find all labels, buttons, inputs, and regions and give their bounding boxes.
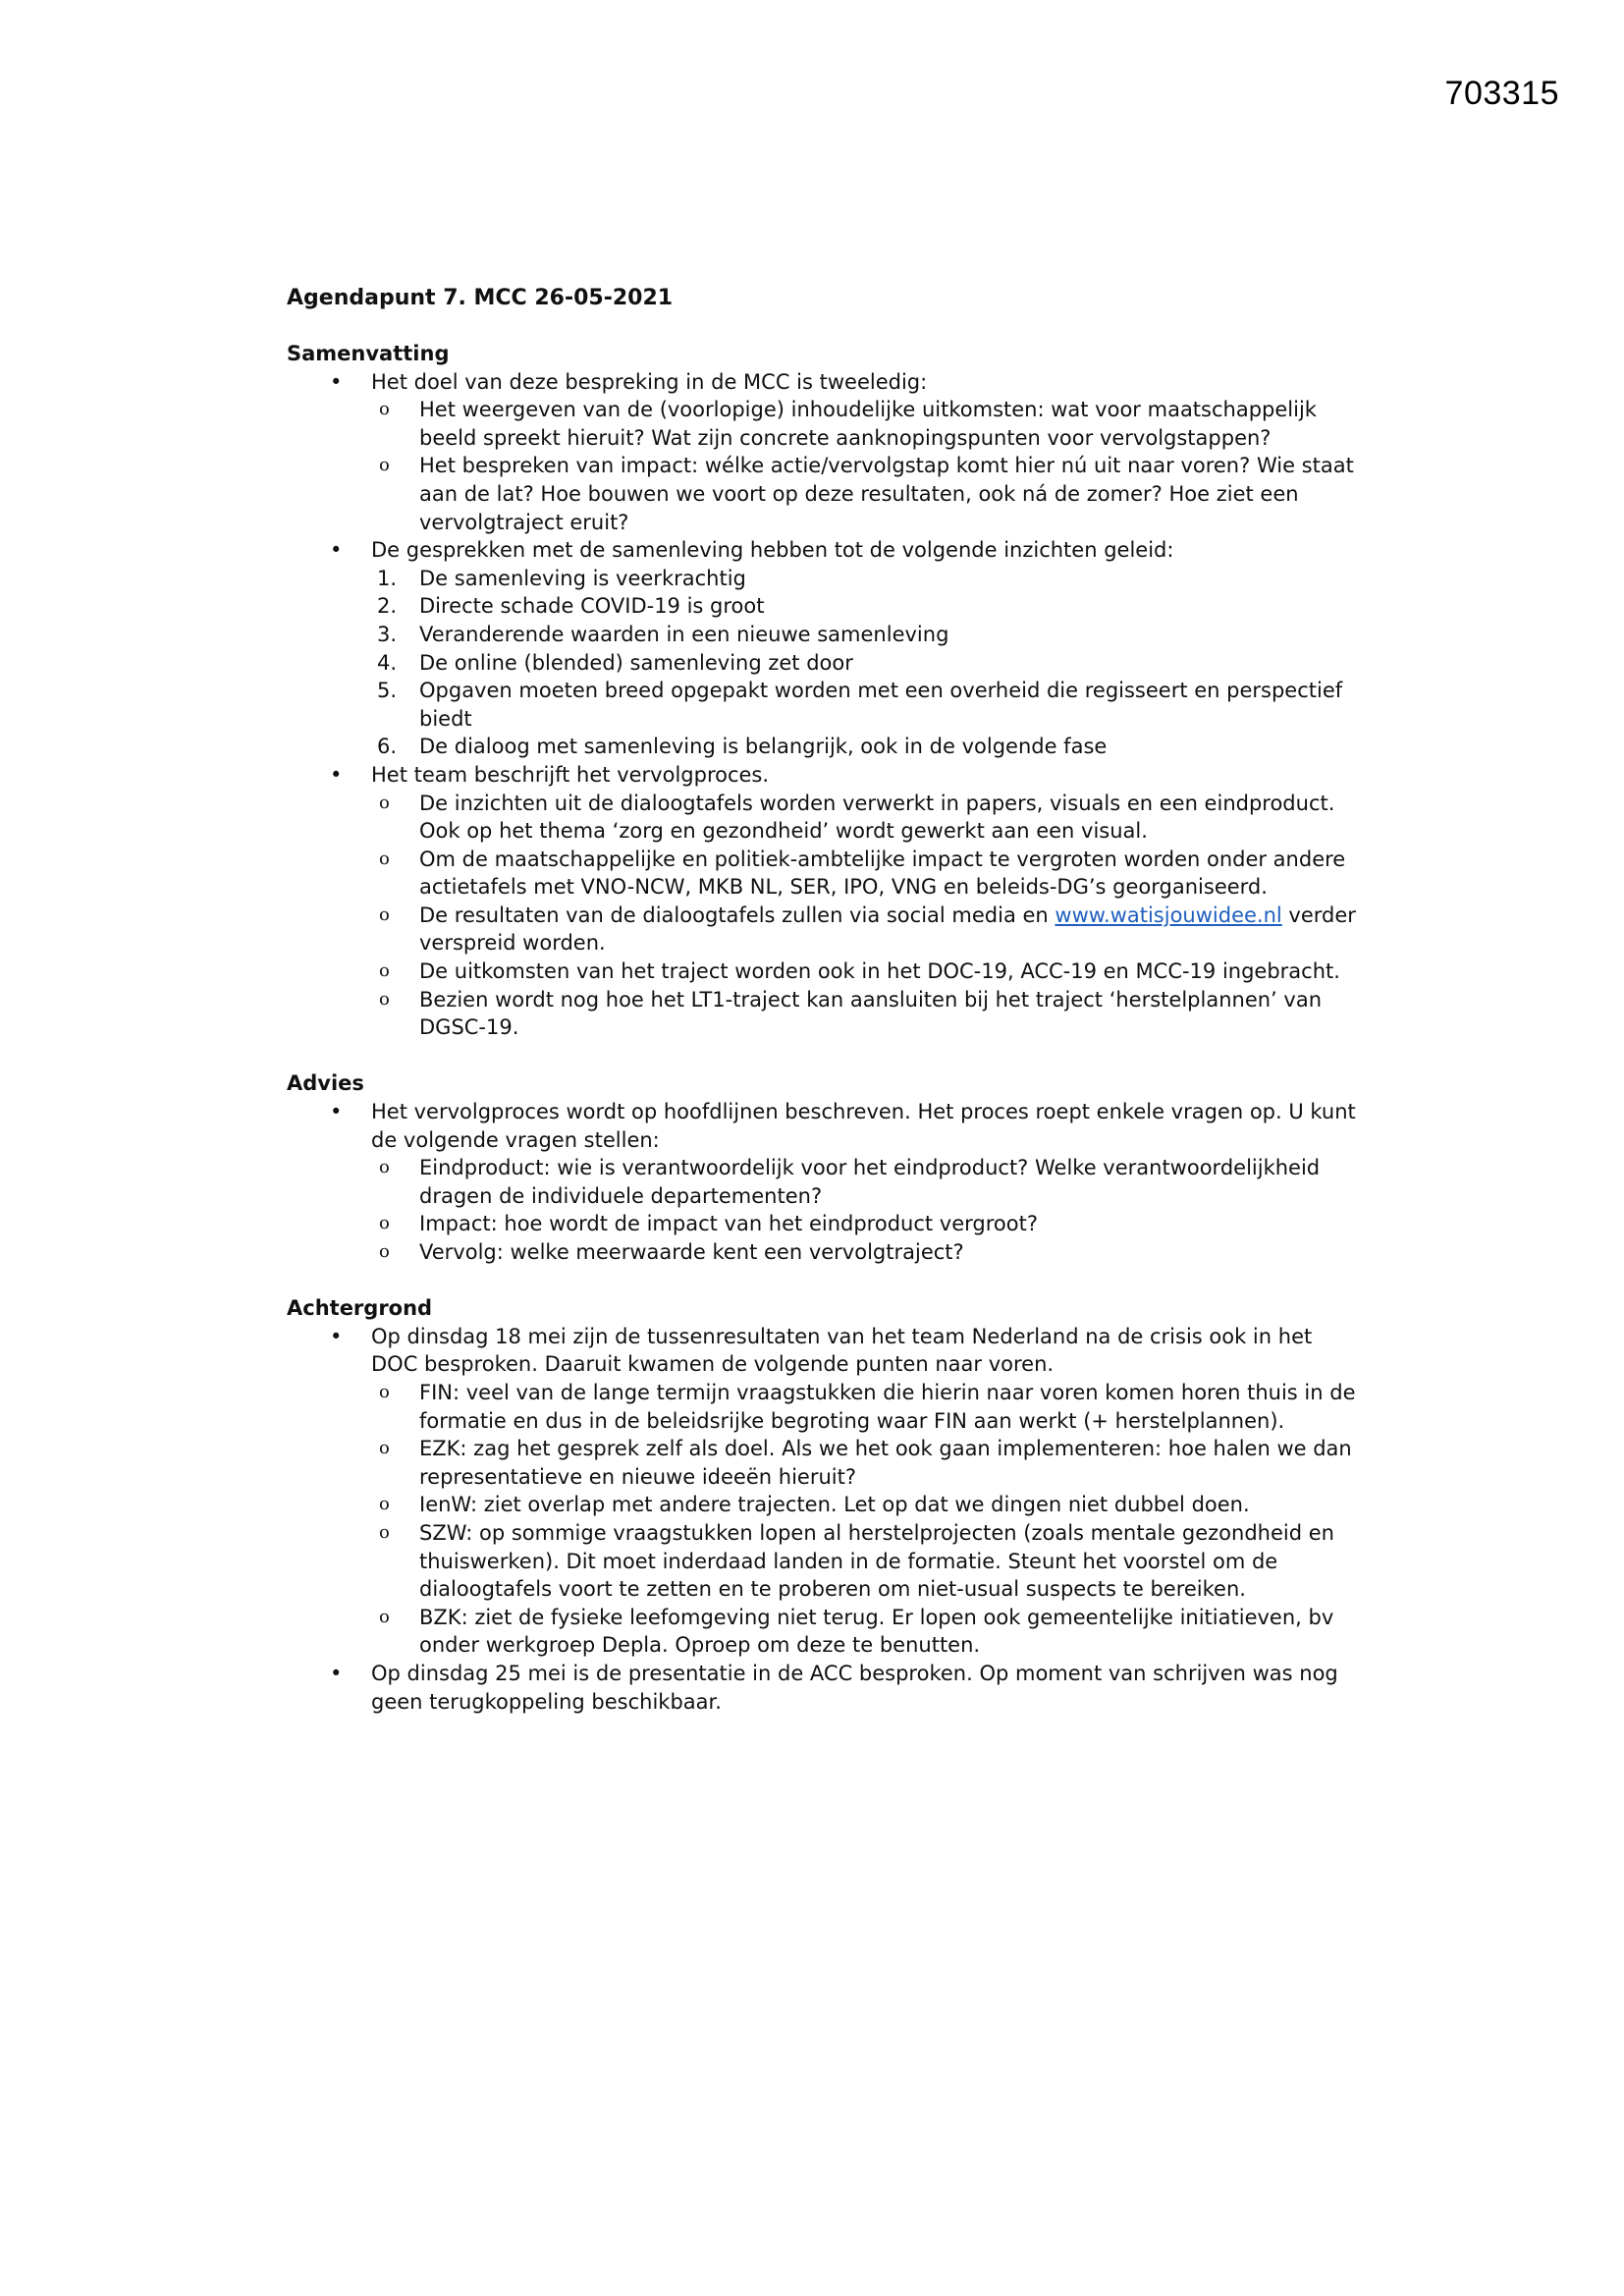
- social-text-after: verder verspreid worden.: [419, 902, 1356, 956]
- item-number: 6.: [377, 735, 398, 759]
- samenvatting-list: [287, 368, 1357, 1042]
- sub-list-item: o Om de maatschappelijke en politiek-ambtelijke impact te vergroten worden onder andere actietafels met VNO-NCW, MKB NL, SER, IPO, VNG en beleids-DG’s georganiseerd.: [371, 846, 1357, 902]
- item-text: Veranderende waarden in een nieuwe samenleving: [419, 622, 949, 646]
- item-text: Directe schade COVID-19 is groot: [419, 594, 765, 619]
- sub-list-item: [371, 902, 1357, 957]
- numbered-item: [371, 565, 1357, 593]
- item-number: 3.: [377, 622, 398, 646]
- item-number: 5.: [377, 679, 398, 703]
- list-item: [287, 1098, 1357, 1267]
- sub-list: [371, 790, 1357, 1042]
- spacer: [287, 1042, 1357, 1070]
- list-item: • Op dinsdag 25 mei is de presentatie in de ACC besproken. Op moment van schrijven was nog geen terugkoppeling beschikbaar.: [287, 1660, 1357, 1716]
- item-text: De dialoog met samenleving is belangrijk, ook in de volgende fase: [419, 735, 1108, 759]
- section-heading-advies: Advies: [287, 1071, 364, 1096]
- numbered-item: [371, 733, 1357, 761]
- item-text: De samenleving is veerkrachtig: [419, 566, 746, 590]
- sub-list-item: o De inzichten uit de dialoogtafels worden verwerkt in papers, visuals en een eindproduct. Ook op het thema ‘zorg en gezondheid’ wordt gewerkt aan een visual.: [371, 790, 1357, 846]
- sub-list-item: o BZK: ziet de fysieke leefomgeving niet terug. Er lopen ook gemeentelijke initiatieven, bv onder werkgroep Depla. Oproep om deze te benutten.: [371, 1604, 1357, 1660]
- list-item: [287, 536, 1357, 761]
- bullet-text: Het vervolgproces wordt op hoofdlijnen beschreven. Het proces roept enkele vragen op. U kunt de volgende vragen stellen:: [371, 1100, 1356, 1152]
- sub-list-item: o Bezien wordt nog hoe het LT1-traject kan aansluiten bij het traject ‘herstelplannen’ van DGSC-19.: [371, 986, 1357, 1042]
- sub-list-item: o Het weergeven van de (voorlopige) inhoudelijke uitkomsten: wat voor maatschappelijk beeld spreekt hieruit? Wat zijn concrete aanknopingspunten voor vervolgstappen?: [371, 396, 1357, 452]
- document-number: 703315: [1444, 75, 1559, 112]
- sub-list: [371, 1154, 1357, 1266]
- sub-list: [371, 1379, 1357, 1660]
- numbered-item: [371, 592, 1357, 621]
- bullet-text: Het doel van deze bespreking in de MCC is tweeledig:: [371, 369, 928, 394]
- sub-list-item: o Eindproduct: wie is verantwoordelijk voor het eindproduct? Welke verantwoordelijkheid dragen de individuele departementen?: [371, 1154, 1357, 1210]
- list-item: [287, 368, 1357, 537]
- document-body: [287, 285, 1357, 1716]
- sub-list-item: o IenW: ziet overlap met andere trajecten. Let op dat we dingen niet dubbel doen.: [371, 1491, 1357, 1519]
- item-number: 2.: [377, 594, 398, 619]
- sub-list-item: o Vervolg: welke meerwaarde kent een vervolgtraject?: [371, 1238, 1357, 1267]
- numbered-item: [371, 677, 1357, 733]
- item-number: 4.: [377, 650, 398, 675]
- numbered-list: [371, 565, 1357, 761]
- sub-list-item: o Het bespreken van impact: wélke actie/vervolgstap komt hier nú uit naar voren? Wie staat aan de lat? Hoe bouwen we voort op deze resultaten, ook ná de zomer? Hoe ziet een vervolgtraject eruit?: [371, 452, 1357, 536]
- spacer: [287, 1267, 1357, 1295]
- advies-list: [287, 1098, 1357, 1267]
- sub-list-item: o FIN: veel van de lange termijn vraagstukken die hierin naar voren komen horen thuis in de formatie en dus in de beleidsrijke begroting waar FIN aan werkt (+ herstelplannen).: [371, 1379, 1357, 1435]
- item-text: De online (blended) samenleving zet door: [419, 650, 853, 675]
- achtergrond-list: [287, 1323, 1357, 1716]
- numbered-item: [371, 649, 1357, 678]
- watisjouwidee-link[interactable]: www.watisjouwidee.nl: [1055, 902, 1282, 927]
- bullet-text: De gesprekken met de samenleving hebben tot de volgende inzichten geleid:: [371, 538, 1174, 563]
- sub-list-item: o EZK: zag het gesprek zelf als doel. Als we het ook gaan implementeren: hoe halen we dan representatieve en nieuwe ideeën hieruit?: [371, 1435, 1357, 1491]
- numbered-item: [371, 621, 1357, 649]
- social-text-before: De resultaten van de dialoogtafels zullen via social media en: [419, 902, 1056, 927]
- bullet-text: Het team beschrijft het vervolgproces.: [371, 762, 770, 787]
- sub-list-item: o De uitkomsten van het traject worden ook in het DOC-19, ACC-19 en MCC-19 ingebracht.: [371, 957, 1357, 986]
- item-number: 1.: [377, 566, 398, 590]
- list-item: [287, 761, 1357, 1042]
- sub-list-item: o Impact: hoe wordt de impact van het eindproduct vergroot?: [371, 1210, 1357, 1238]
- item-text: Opgaven moeten breed opgepakt worden met een overheid die regisseert en perspectief biedt: [419, 679, 1343, 731]
- section-heading-achtergrond: Achtergrond: [287, 1296, 433, 1321]
- sub-list-item: o SZW: op sommige vraagstukken lopen al herstelprojecten (zoals mentale gezondheid en thuiswerken). Dit moet inderdaad landen in de formatie. Steunt het voorstel om de dialoogtafels voort te zetten en te proberen om niet-usual suspects te bereiken.: [371, 1519, 1357, 1604]
- agenda-title: Agendapunt 7. MCC 26-05-2021: [287, 286, 674, 310]
- list-item: [287, 1323, 1357, 1660]
- sub-list: [371, 396, 1357, 536]
- section-heading-samenvatting: Samenvatting: [287, 342, 450, 365]
- bullet-text: Op dinsdag 18 mei zijn de tussenresultaten van het team Nederland na de crisis ook in het DOC besproken. Daaruit kwamen de volgende punten naar voren.: [371, 1324, 1313, 1377]
